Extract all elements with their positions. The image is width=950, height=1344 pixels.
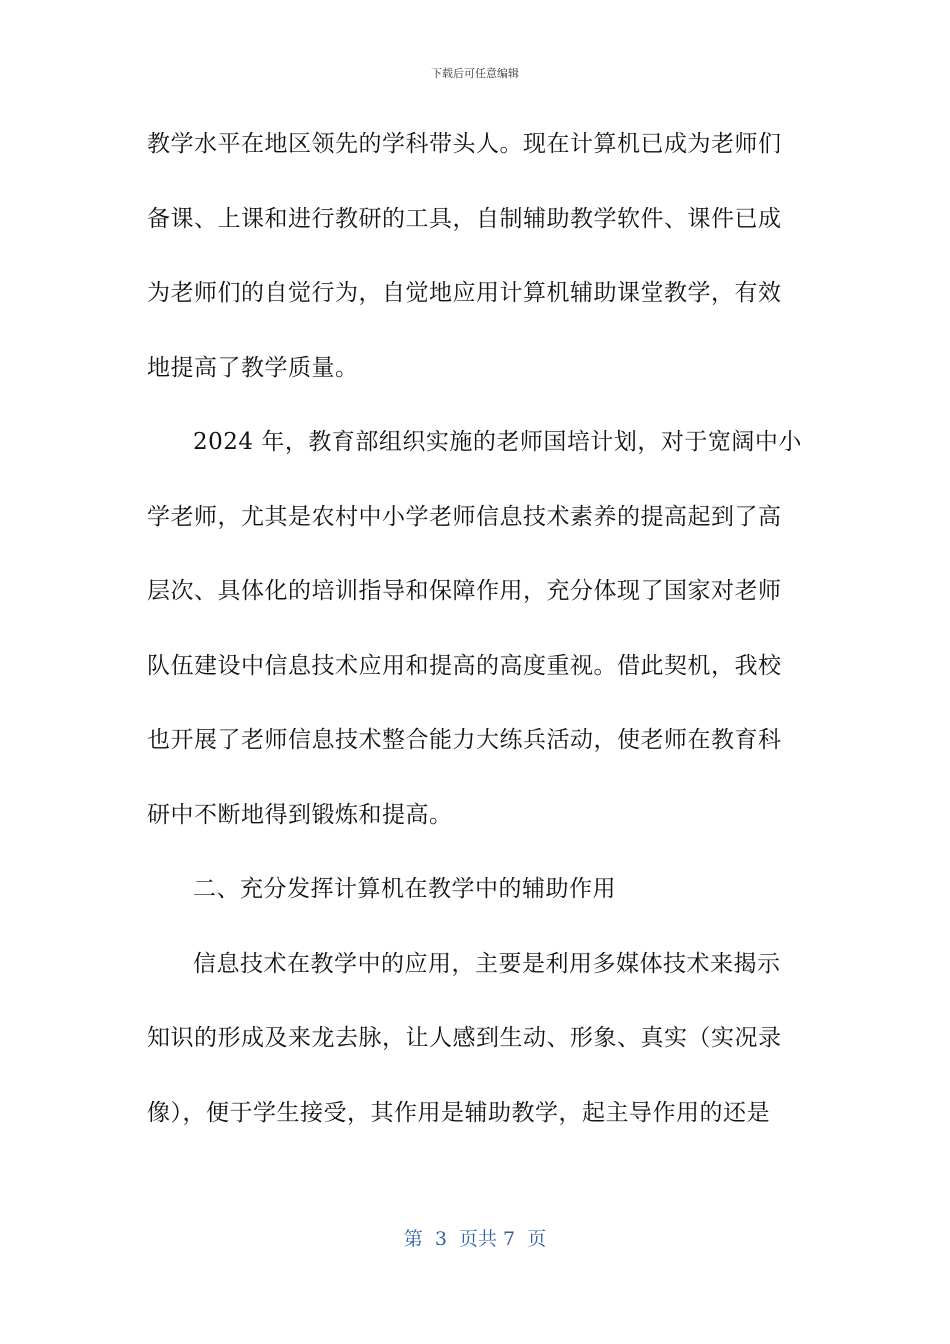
section-heading: 二、充分发挥计算机在教学中的辅助作用 bbox=[193, 876, 616, 902]
page-header: 下载后可任意编辑 bbox=[431, 67, 519, 80]
body-line: 像），便于学生接受，其作用是辅助教学，起主导作用的还是 bbox=[147, 1099, 770, 1126]
body-line: 研中不断地得到锻炼和提高。 bbox=[147, 801, 453, 828]
body-line: 层次、具体化的培训指导和保障作用，充分体现了国家对老师 bbox=[147, 578, 782, 604]
body-line: 教学水平在地区领先的学科带头人。现在计算机已成为老师们 bbox=[147, 131, 782, 157]
body-line: 队伍建设中信息技术应用和提高的高度重视。借此契机，我校 bbox=[147, 652, 782, 679]
document-body bbox=[147, 124, 802, 1167]
body-line: 地提高了教学质量。 bbox=[147, 354, 359, 381]
body-line: 学老师，尤其是农村中小学老师信息技术素养的提高起到了高 bbox=[147, 503, 782, 530]
body-line: 知识的形成及来龙去脉，让人感到生动、形象、真实（实况录 bbox=[147, 1025, 782, 1051]
body-line: 也开展了老师信息技术整合能力大练兵活动，使老师在教育科 bbox=[147, 727, 782, 753]
paragraph-start-line: 2024 年，教育部组织实施的老师国培计划，对于宽阔中小 bbox=[193, 429, 802, 455]
body-line: 为老师们的自觉行为，自觉地应用计算机辅助课堂教学，有效 bbox=[147, 280, 782, 306]
body-line: 备课、上课和进行教研的工具，自制辅助教学软件、课件已成 bbox=[147, 205, 782, 232]
paragraph-start-line: 信息技术在教学中的应用，主要是利用多媒体技术来揭示 bbox=[193, 950, 781, 977]
page-number-footer: 第 3 页共 7 页 bbox=[403, 1228, 547, 1250]
